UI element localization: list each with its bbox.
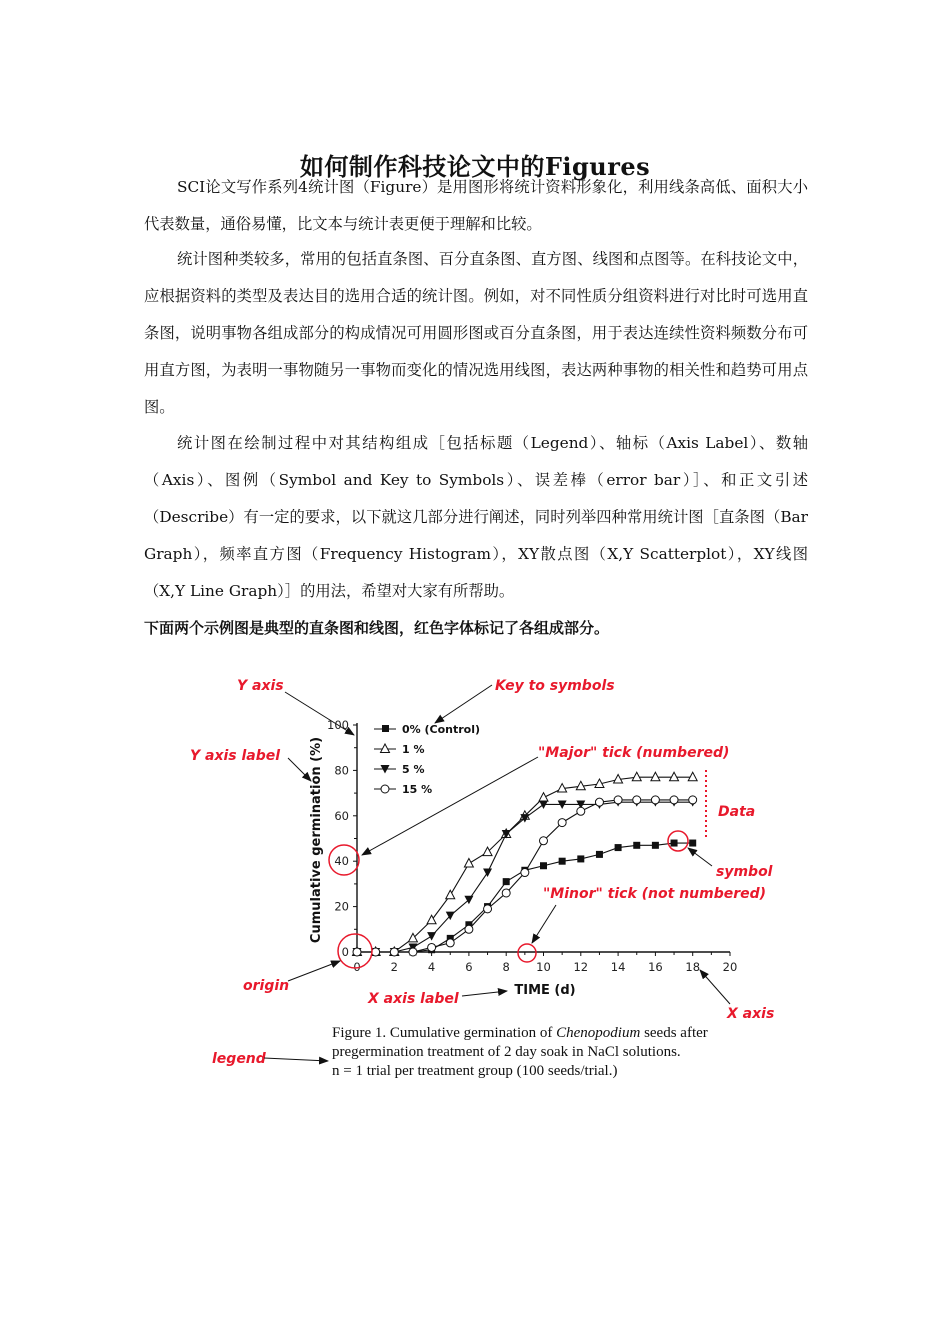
annot-data: Data <box>718 804 756 820</box>
highlight-minor-tick <box>518 944 536 962</box>
paragraph-structure: 统计图在绘制过程中对其结构组成［包括标题（Legend）、轴标（Axis Label）、数轴（Axis）、图例（Symbol and Key to Symbols）、误差棒（error bar）］、和正文引述（Describe）有一定的要求，以下就这几部分进行阐述，同时列举四种常用统计图［直条图（Bar Graph），频率直方图（Frequency Histogram），XY散点图（X,Y Scatterplot），XY线图（X,Y Line Graph）］的用法，希望对大家有所帮助。 <box>144 434 808 600</box>
data-point <box>633 796 641 804</box>
data-point <box>671 840 678 847</box>
x-tick-label: 16 <box>648 960 663 974</box>
data-point <box>539 793 548 802</box>
x-tick-label: 8 <box>502 960 510 974</box>
data-point <box>558 819 566 827</box>
x-tick-label: 4 <box>427 960 436 974</box>
key-label-0: 0% (Control) <box>402 723 481 736</box>
y-axis-title: Cumulative germination (%) <box>309 736 324 944</box>
arrow-y-axis-label <box>288 758 311 781</box>
data-point <box>353 948 361 956</box>
x-tick-label: 20 <box>722 960 738 974</box>
x-tick-label: 0 <box>353 960 361 974</box>
annot-y-axis: Y axis <box>237 678 284 694</box>
figure-caption-line1 <box>332 1025 708 1041</box>
data-point <box>464 858 473 867</box>
data-point <box>577 855 584 862</box>
series-line <box>357 802 693 952</box>
y-tick-label: 40 <box>334 854 349 869</box>
x-axis-title: TIME (d) <box>514 983 576 998</box>
annot-minor-tick: "Minor" tick (not numbered) <box>543 886 767 902</box>
caption-suffix: seeds after <box>640 1025 708 1041</box>
data-point <box>465 925 473 933</box>
annotation-arrows <box>264 685 730 1061</box>
page-title: 如何制作科技论文中的Figures <box>299 152 651 182</box>
x-tick-label: 10 <box>536 960 551 974</box>
data-point <box>503 878 510 885</box>
data-point <box>670 772 679 781</box>
arrow-x-axis <box>700 970 730 1004</box>
data-point <box>689 796 697 804</box>
annot-legend: legend <box>212 1051 266 1067</box>
arrow-x-axis-label <box>462 991 507 996</box>
data-point <box>595 798 603 806</box>
arrow-symbol <box>688 848 712 866</box>
data-point <box>427 932 436 941</box>
data-point <box>615 844 622 851</box>
x-tick-label: 14 <box>610 960 626 974</box>
series-2 <box>353 798 698 956</box>
data-point <box>446 939 454 947</box>
paragraph-intro: SCI论文写作系列4统计图（Figure）是用图形将统计资料形象化，利用线条高低、面积大小代表数量，通俗易懂，比文本与统计表更便于理解和比较。 <box>144 178 808 233</box>
data-point <box>652 842 659 849</box>
key-label-1: 1 % <box>402 743 425 756</box>
data-point <box>372 948 380 956</box>
data-point <box>689 840 696 847</box>
data-point <box>428 943 436 951</box>
data-point <box>540 837 548 845</box>
annot-x-axis: X axis <box>727 1006 775 1022</box>
arrow-legend <box>264 1058 328 1061</box>
x-tick-label: 6 <box>465 960 473 974</box>
arrow-origin <box>288 961 340 981</box>
x-tick-label: 2 <box>390 960 398 974</box>
data-point <box>390 948 398 956</box>
data-point <box>502 889 510 897</box>
data-point <box>540 862 547 869</box>
data-point <box>409 948 417 956</box>
annot-symbol: symbol <box>716 864 773 880</box>
key-label-2: 5 % <box>402 763 425 776</box>
data-point <box>651 772 660 781</box>
annot-key-to-symbols: Key to symbols <box>495 678 615 694</box>
y-tick-label: 0 <box>341 945 349 959</box>
y-tick-label: 100 <box>327 718 349 732</box>
bold-note: 下面两个示例图是典型的直条图和线图，红色字体标记了各组成部分。 <box>144 619 610 637</box>
y-tick-label: 20 <box>334 899 349 914</box>
paragraph-types: 统计图种类较多，常用的包括直条图、百分直条图、直方图、线图和点图等。在科技论文中，应根据资料的类型及表达目的选用合适的统计图。例如，对不同性质分组资料进行对比时可选用直条图，说明事物各组成部分的构成情况可用圆形图或百分直条图，用于表达连续性资料频数分布可用直方图，为表明一事物随另一事物而变化的情况选用线图，表达两种事物的相关性和趋势可用点图。 <box>144 250 808 416</box>
arrow-major-tick <box>362 757 538 855</box>
x-tick-label: 18 <box>685 960 701 974</box>
data-point <box>670 796 678 804</box>
annot-y-axis-label: Y axis label <box>190 748 281 764</box>
annot-origin: origin <box>243 978 290 994</box>
key-label-3: 15 % <box>402 783 433 796</box>
chart-series <box>353 772 698 956</box>
data-point <box>633 842 640 849</box>
annot-x-axis-label: X axis label <box>368 991 459 1007</box>
data-point <box>632 772 641 781</box>
caption-italic: Chenopodium <box>556 1025 641 1041</box>
figure-caption-line3: n = 1 trial per treatment group (100 seeds/trial.) <box>332 1063 618 1079</box>
annot-major-tick: "Major" tick (numbered) <box>538 745 730 761</box>
data-point <box>484 905 492 913</box>
figure-caption-line2: pregermination treatment of 2 day soak in NaCl solutions. <box>332 1044 681 1060</box>
arrow-minor-tick <box>532 905 556 943</box>
x-tick-label: 12 <box>573 960 589 974</box>
data-point <box>596 851 603 858</box>
data-point <box>688 772 697 781</box>
arrow-y-axis <box>285 692 354 735</box>
data-point <box>483 869 492 878</box>
series-line <box>357 777 693 952</box>
data-point <box>577 807 585 815</box>
data-point <box>559 858 566 865</box>
data-point <box>614 796 622 804</box>
data-point <box>446 890 455 899</box>
data-point <box>651 796 659 804</box>
data-point <box>521 869 529 877</box>
y-tick-label: 60 <box>334 808 349 823</box>
chart-key <box>374 723 480 796</box>
caption-prefix: Figure 1. Cumulative germination of <box>332 1025 557 1041</box>
arrow-key <box>435 685 492 723</box>
y-tick-label: 80 <box>334 763 349 778</box>
